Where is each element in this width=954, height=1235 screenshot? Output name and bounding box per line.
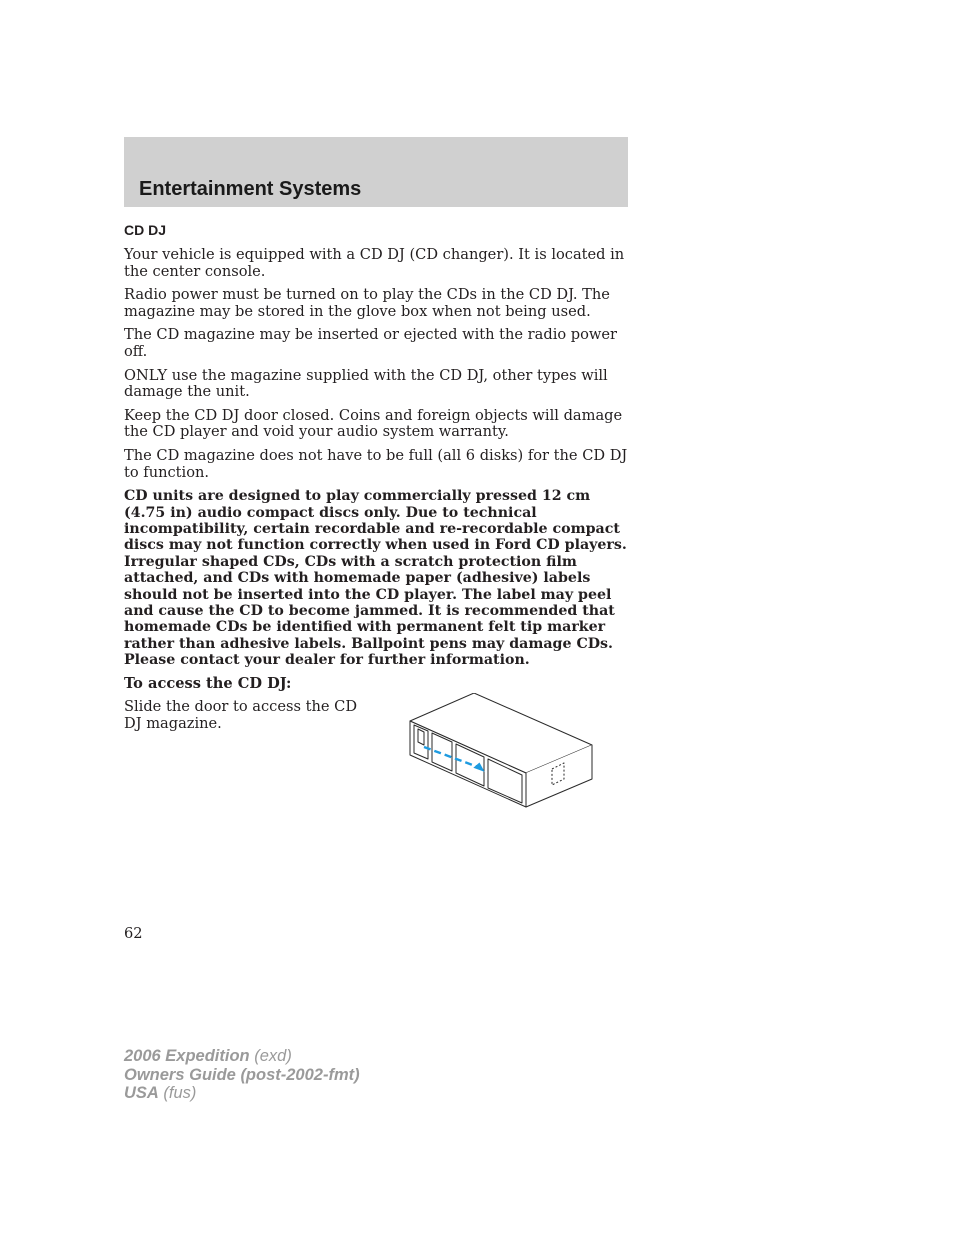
cd-dj-heading: CD DJ (124, 222, 167, 238)
access-heading: To access the CD DJ: (124, 674, 292, 692)
paragraph-magazine-only: ONLY use the magazine supplied with the CD DJ, other types will damage the unit. (124, 366, 608, 401)
footer-model-code: (exd) (249, 1047, 292, 1065)
paragraph-magazine-full: The CD magazine does not have to be full (all 6 disks) for the CD DJ to function. (124, 446, 628, 481)
paragraph-radio-power: Radio power must be turned on to play the CDs in the CD DJ. The magazine may be stored in the glove box when not being used. (124, 286, 610, 320)
paragraph-door-closed: Keep the CD DJ door closed. Coins and foreign objects will damage the CD player and void your audio system warranty. (124, 406, 623, 441)
footer-guide: Owners Guide (post-2002-fmt) (124, 1065, 360, 1084)
footer-line-2 (124, 1066, 360, 1085)
cd-warning-text: CD units are designed to play commercially pressed 12 cm (4.75 in) audio compact discs only. Due to technical incompatibility, certain recordable and re-recordable compact discs may not function correctly when used in Ford CD players. Irregular shaped CDs, CDs with a scratch protection film attached, and CDs with homemade paper (adhesive) labels should not be inserted into the CD player. The label may peel and cause the CD to become jammed. It is recommended that homemade CDs be identified with permanent felt tip marker rather than adhesive labels. Ballpoint pens may damage CDs. Please contact your dealer for further information. (124, 488, 627, 669)
document-footer (124, 1047, 360, 1103)
footer-line-3 (124, 1084, 360, 1103)
paragraph-location: Your vehicle is equipped with a CD DJ (CD changer). It is located in the center console. (124, 246, 625, 280)
footer-market-code: (fus) (158, 1084, 197, 1102)
cd-changer-illustration (408, 693, 596, 811)
page-number: 62 (124, 925, 143, 942)
page-content (124, 221, 630, 824)
footer-line-1 (124, 1047, 360, 1066)
section-header-band (124, 137, 628, 207)
access-instruction: Slide the door to access the CD DJ magazine. (124, 698, 358, 732)
paragraph-magazine-eject: The CD magazine may be inserted or ejected with the radio power off. (124, 326, 618, 360)
access-row (124, 699, 630, 824)
footer-model: 2006 Expedition (124, 1047, 250, 1065)
footer-market: USA (124, 1084, 159, 1102)
section-title: Entertainment Systems (139, 178, 362, 200)
